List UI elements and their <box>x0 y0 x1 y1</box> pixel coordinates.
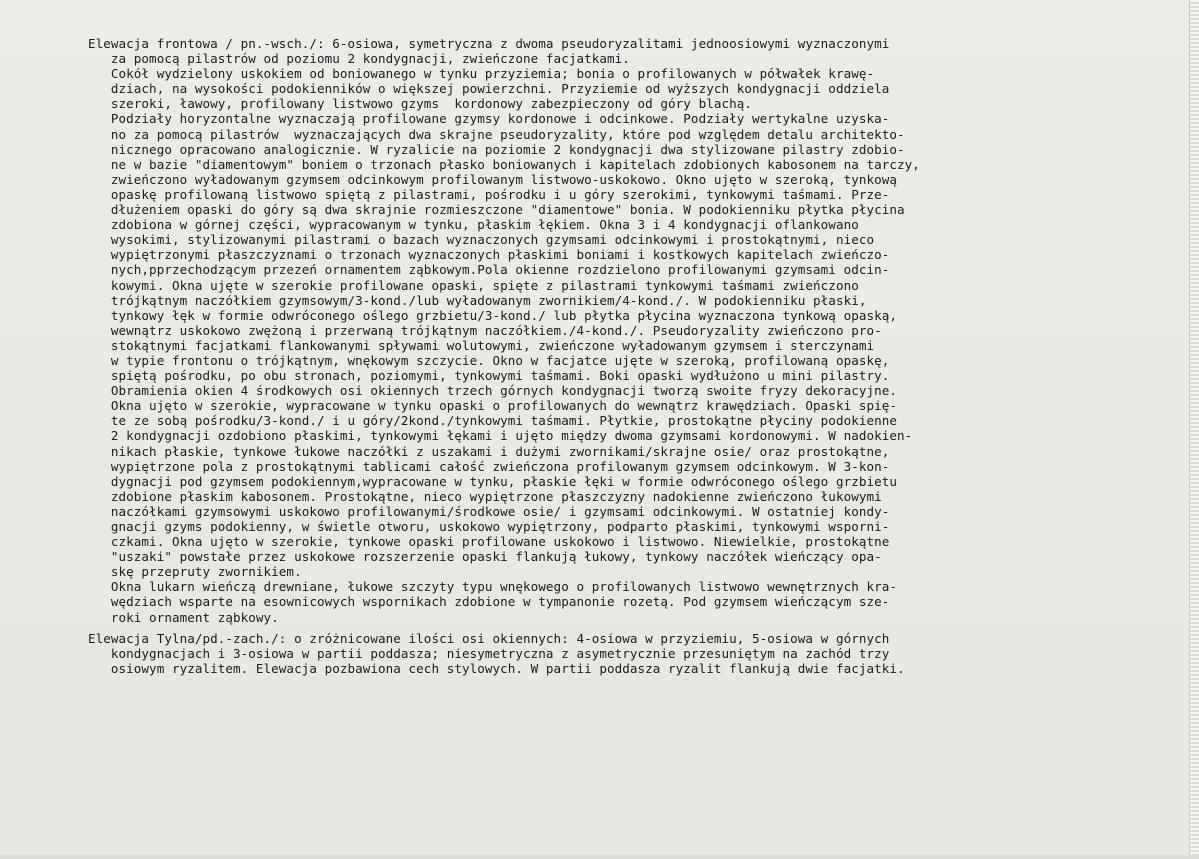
text-line: dziach, na wysokości podokienników o większej powierzchni. Przyziemie od wyższych kondygnacji oddziela <box>88 81 890 97</box>
text-line: czkami. Okna ujęto w szerokie, tynkowe opaski profilowane uskokowo i listwowo. Niewielkie, prostokątne <box>88 534 890 550</box>
text-line: dygnacji pod gzymsem podokiennym,wypracowane w tynku, płaskie łęki w formie odwróconego oślego grzbietu <box>88 473 897 489</box>
text-line: zdobiona w górnej części, wypracowanym w tynku, płaskim łękiem. Okna 3 i 4 kondygnacji oflankowano <box>88 217 859 233</box>
text-line: Elewacja frontowa / pn.-wsch./: 6-osiowa, symetryczna z dwoma pseudoryzalitami jednoosiowymi wyznaczonymi <box>88 36 890 51</box>
text-line: opaskę profilowaną listwowo spiętą z pilastrami, pośrodku i u góry szerokimi, tynkowymi taśmami. Prze- <box>88 186 890 202</box>
text-line: kowymi. Okna ujęte w szerokie profilowane opaski, spięte z pilastrami tynkowymi taśmami zwieńczono <box>88 277 859 293</box>
text-line: Obramienia okien 4 środkowych osi okiennych trzech górnych kondygnacji tworzą swoite fryzy dekoracyjne. <box>88 383 897 399</box>
front-elevation-section <box>88 36 1168 625</box>
text-line: ne w bazie "diamentowym" boniem o trzonach płasko boniowanych i kapitelach zdobionych kabosonem na tarczy, <box>88 156 920 172</box>
text-line: nych,pprzechodzącym przezeń ornamentem ząbkowym.Pola okienne rozdzielono profilowanymi gzymsami odcin- <box>88 262 890 278</box>
text-line: zdobione płaskim kabosonem. Prostokątne, nieco wypiętrzone płaszczyzny nadokienne zwieńczono łukowymi <box>88 488 882 504</box>
text-line: tynkowy łęk w formie odwróconego oślego grzbietu/3-kond./ lub płytka płycina wyznaczona tynkową opaską, <box>88 307 897 323</box>
card-bottom-edge <box>0 855 1199 859</box>
text-line: Elewacja Tylna/pd.-zach./: o zróżnicowane ilości osi okiennych: 4-osiowa w przyziemiu, 5-osiowa w górnych <box>88 630 890 646</box>
text-line: Podziały horyzontalne wyznaczają profilowane gzymsy kordonowe i odcinkowe. Podziały wertykalne uzyska- <box>88 111 890 127</box>
rear-elevation-section <box>88 631 1168 676</box>
text-line: roki ornament ząbkowy. <box>88 609 279 625</box>
text-line: za pomocą pilastrów od poziomu 2 kondygnacji, zwieńczone facjatkami. <box>88 51 630 67</box>
text-line: wysokimi, stylizowanymi pilastrami o bazach wyznaczonych gzymsami odcinkowymi i prostokątnymi, nieco <box>88 232 875 248</box>
text-line: wypiętrzone pola z prostokątnymi tablicami całość zwieńczona profilowanym gzymsem odcinkowym. W 3-kon- <box>88 458 890 474</box>
text-line: Okna ujęto w szerokie, wypracowane w tynku opaski o profilowanych do wewnątrz krawędziach. Opaski spię- <box>88 398 897 414</box>
text-line: w typie frontonu o trójkątnym, wnękowym szczycie. Okno w facjatce ujęte w szeroką, profilowaną opaskę, <box>88 352 890 368</box>
text-line: zwieńczono wyładowanym gzymsem odcinkowym profilowanym listwowo-uskokowo. Okno ujęto w szeroką, tynkową <box>88 171 897 187</box>
text-line: dłużeniem opaski do góry są dwa skrajnie rozmieszczone "diamentowe" bonia. W podokienniku płytka płycina <box>88 202 905 218</box>
text-line: gnacji gzyms podokienny, w świetle otworu, uskokowo wypiętrzony, podparto płaskimi, tynkowymi wsporni- <box>88 519 890 534</box>
text-line: wewnątrz uskokowo zwężoną i przerwaną trójkątnym naczółkiem./4-kond./. Pseudoryzality zwieńczono pro- <box>88 322 882 338</box>
card-right-edge <box>1189 0 1199 859</box>
typewritten-text <box>88 36 1168 676</box>
text-line: Cokół wydzielony uskokiem od boniowanego w tynku przyziemia; bonia o profilowanych w półwałek krawę- <box>88 66 875 82</box>
text-line: trójkątnym naczółkiem gzymsowym/3-kond./lub wyładowanym zwornikiem/4-kond./. W podokienniku płaski, <box>88 292 867 308</box>
text-line: "uszaki" powstałe przez uskokowe rozszerzenie opaski flankują łukowy, tynkowy naczółek wieńczący opa- <box>88 549 882 565</box>
text-line: nicznego opracowano analogicznie. W ryzalicie na poziomie 2 kondygnacji dwa stylizowane pilastry zdobio- <box>88 141 905 157</box>
text-line: 2 kondygnacji ozdobiono płaskimi, tynkowymi łękami i ujęto między dwoma gzymsami kordonowymi. W nadokien- <box>88 428 913 444</box>
text-line: wędziach wsparte na esownicowych wspornikach zdobione w tympanonie rozetą. Pod gzymsem wieńczącym sze- <box>88 594 890 610</box>
text-line: szeroki, ławowy, profilowany listwowo gzyms kordonowy zabezpieczony od góry blachą. <box>88 96 752 112</box>
text-line: no za pomocą pilastrów wyznaczających dwa skrajne pseudoryzality, które pod względem detalu architekto- <box>88 126 905 142</box>
text-line: stokątnymi facjatkami flankowanymi spływami wolutowymi, zwieńczone wyładowanym gzymsem i sterczynami <box>88 337 875 353</box>
text-line: wypiętrzonymi płaszczyznami o trzonach wyznaczonych płaskimi boniami i kostkowych kapitelach zwieńczo- <box>88 247 890 263</box>
text-line: kondygnacjach i 3-osiowa w partii poddasza; niesymetryczna z asymetrycznie przesuniętym na zachód trzy <box>88 645 890 661</box>
text-line: te ze sobą pośrodku/3-kond./ i u góry/2kond./tynkowymi taśmami. Płytkie, prostokątne płyciny podokienne <box>88 413 897 429</box>
text-line: nikach płaskie, tynkowe łukowe naczółki z uszakami i dużymi zwornikami/skrajne osie/ oraz prostokątne, <box>88 443 890 459</box>
text-line: skę przepruty zwornikiem. <box>88 564 302 580</box>
text-line: osiowym ryzalitem. Elewacja pozbawiona cech stylowych. W partii poddasza ryzalit flankują dwie facjatki. <box>88 660 905 676</box>
text-line: naczółkami gzymsowymi uskokowo profilowanymi/środkowe osie/ i gzymsami odcinkowymi. W ostatniej kondy- <box>88 503 890 519</box>
text-line: spiętą pośrodku, po obu stronach, poziomymi, tynkowymi taśmami. Boki opaski wydłużono u mini pilastry. <box>88 368 890 384</box>
text-line: Okna lukarn wieńczą drewniane, łukowe szczyty typu wnękowego o profilowanych listwowo wewnętrznych kra- <box>88 579 897 595</box>
